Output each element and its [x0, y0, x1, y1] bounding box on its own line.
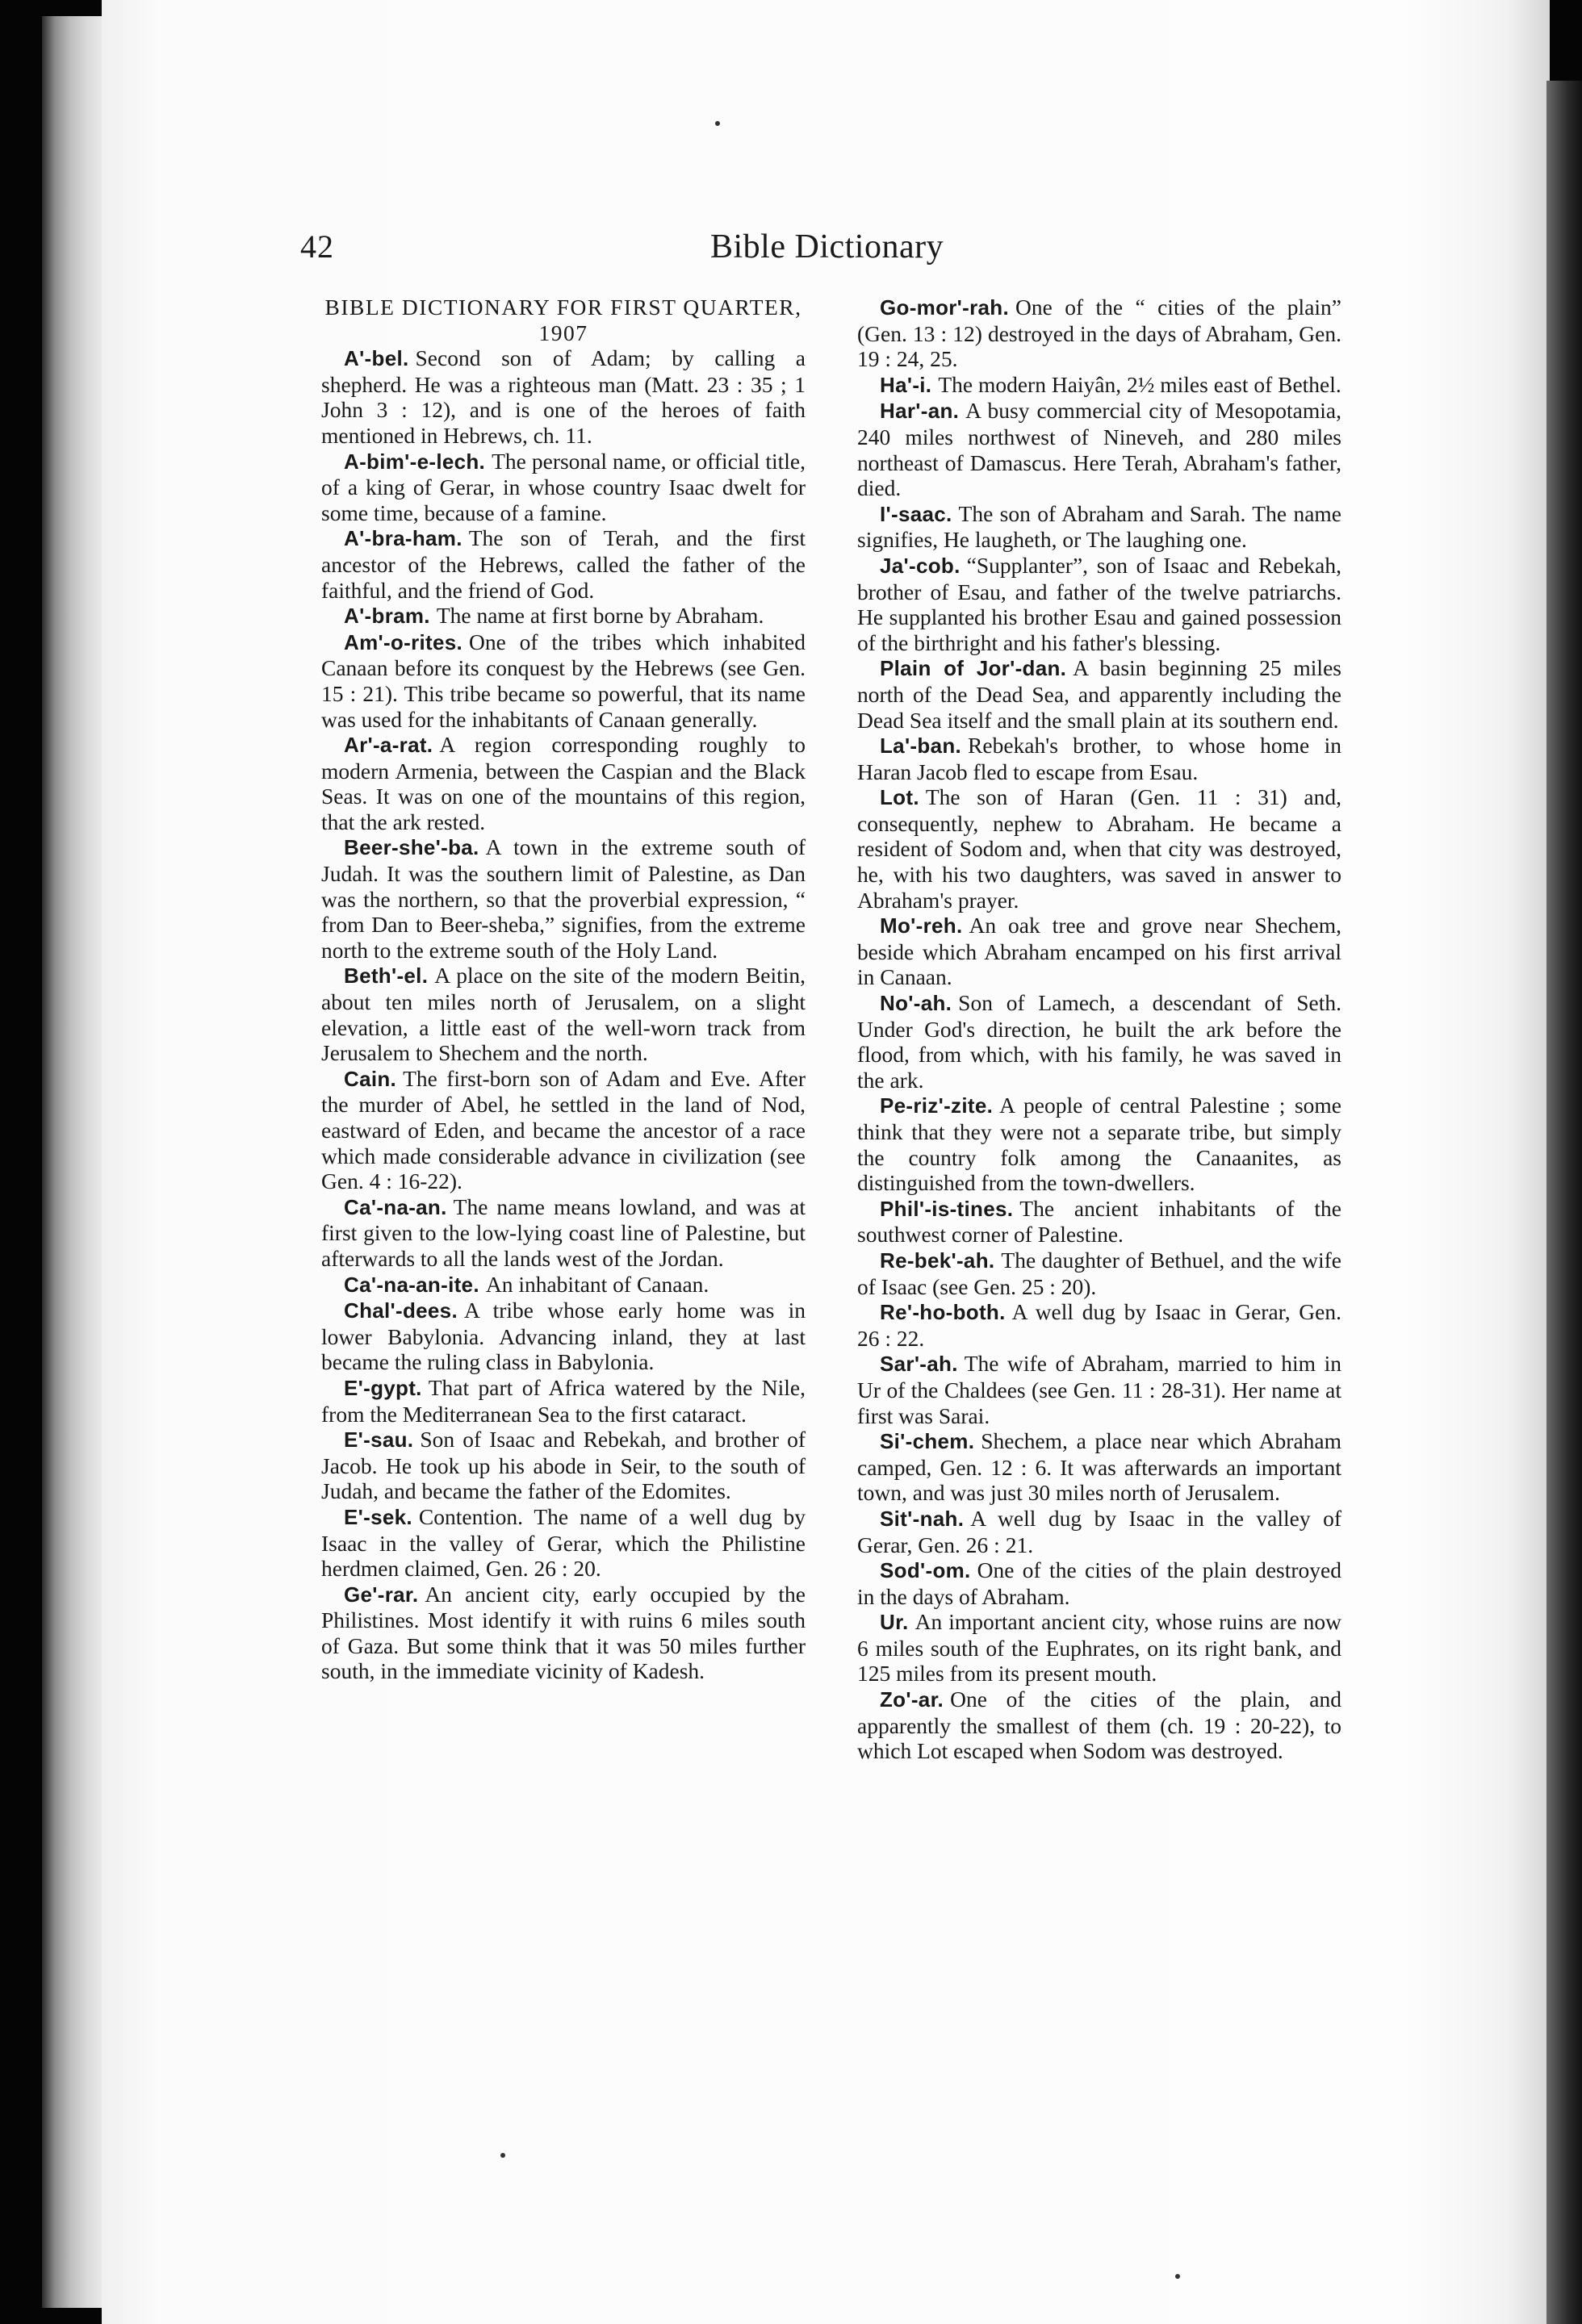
entry-headword: Cain.: [344, 1066, 397, 1091]
entry-definition: A basin beginning 25 miles north of the Dead Sea, and apparently including the Dead Sea itself and the small plain at its southern end.: [857, 655, 1341, 733]
entry-definition: “Supplanter”, son of Isaac and Rebekah, brother of Esau, and father of the twelve patriarchs. He supplanted his brother Esau and gained possession of the birthright and his father's blessing.: [857, 552, 1341, 655]
entry-headword: A-bim'-e-lech.: [344, 449, 486, 474]
entry-headword: Chal'-dees.: [344, 1298, 458, 1323]
dictionary-entry: [857, 990, 1341, 1093]
entry-headword: Ar'-a-rat.: [344, 733, 433, 758]
entry-headword: I'-saac.: [880, 501, 952, 526]
dictionary-entry: [321, 732, 806, 834]
dictionary-entry: [857, 913, 1341, 990]
entry-headword: A'-bel.: [344, 346, 409, 371]
entry-headword: Re'-ho-both.: [880, 1300, 1006, 1325]
entry-definition: The ancient inhabitants of the southwest corner of Palestine.: [857, 1195, 1341, 1248]
dictionary-entry: [857, 1196, 1341, 1248]
entry-headword: A'-bram.: [344, 604, 430, 629]
entry-definition: The personal name, or official title, of a king of Gerar, in whose country Isaac dwelt for some time, because of a famine.: [321, 448, 806, 525]
dictionary-entry: [321, 1066, 806, 1194]
entry-definition: The modern Haiyân, 2½ miles east of Bethel.: [938, 371, 1341, 397]
dictionary-entry: [321, 1272, 806, 1298]
entry-definition: Shechem, a place near which Abraham camped, Gen. 12 : 6. It was afterwards an important town, and was just 30 miles north of Jerusalem.: [857, 1428, 1341, 1506]
dictionary-entry: [857, 1506, 1341, 1557]
dictionary-entry: [321, 345, 806, 448]
dictionary-entry: [857, 372, 1341, 399]
entry-headword: Si'-chem.: [880, 1429, 975, 1454]
dictionary-entry: [857, 1248, 1341, 1299]
entry-definition: An ancient city, early occupied by the Philistines. Most identify it with ruins 6 miles south of Gaza. But some think that it was 50 miles further south, in the immediate vicinity of Kadesh.: [321, 1581, 806, 1684]
dictionary-entry: [321, 603, 806, 629]
dictionary-entry: [857, 1093, 1341, 1195]
dictionary-entry: [857, 501, 1341, 553]
dictionary-entry: [857, 655, 1341, 733]
entry-headword: No'-ah.: [880, 991, 952, 1016]
entry-definition: The wife of Abraham, married to him in Ur of the Chaldees (see Gen. 11 : 28-31). Her name at first was Sarai.: [857, 1351, 1341, 1428]
entry-headword: E'-sek.: [344, 1504, 412, 1529]
entry-headword: E'-gypt.: [344, 1375, 422, 1400]
dictionary-entry: [321, 963, 806, 1065]
entry-headword: Phil'-is-tines.: [880, 1196, 1014, 1221]
right-entry-list: [857, 295, 1341, 1764]
entry-headword: Ca'-na-an.: [344, 1194, 447, 1219]
entry-headword: Lot.: [880, 785, 919, 810]
entry-headword: Ur.: [880, 1610, 909, 1635]
page-stack-edge-left: [42, 16, 105, 2308]
entry-headword: La'-ban.: [880, 734, 962, 759]
entry-definition: Second son of Adam; by calling a shepherd. He was a righteous man (Matt. 23 : 35 ; 1 John 3 : 12), and is one of the heroes of faith mentioned in Hebrews, ch. 11.: [321, 345, 806, 448]
right-column: [857, 295, 1341, 1764]
dictionary-entry: [321, 1504, 806, 1582]
dictionary-entry: [321, 1427, 806, 1504]
dictionary-entry: [857, 1428, 1341, 1506]
entry-headword: Sit'-nah.: [880, 1506, 965, 1531]
speck-mark: [1175, 2274, 1180, 2279]
dictionary-entry: [321, 525, 806, 603]
dictionary-entry: [321, 449, 806, 526]
entry-headword: Ha'-i.: [880, 372, 932, 397]
entry-definition: An oak tree and grove near Shechem, beside which Abraham encamped on his first arrival in Canaan.: [857, 913, 1341, 990]
entry-definition: A well dug by Isaac in Gerar, Gen. 26 : 22.: [857, 1299, 1341, 1351]
entry-definition: The son of Terah, and the first ancestor of the Hebrews, called the father of the faithful, and the friend of God.: [321, 525, 806, 603]
dictionary-entry: [321, 629, 806, 732]
dictionary-entry: [321, 1582, 806, 1684]
section-title: BIBLE DICTIONARY FOR FIRST QUARTER, 1907: [324, 295, 802, 345]
entry-definition: The first-born son of Adam and Eve. After the murder of Abel, he settled in the land of Nod, eastward of Eden, and became the ancestor of a race which made considerable advance in civilization (see Gen. 4 : 16-22).: [321, 1065, 806, 1194]
entry-definition: One of the cities of the plain, and apparently the smallest of them (ch. 19 : 20-22), to which Lot escaped when Sodom was destroyed.: [857, 1687, 1341, 1764]
running-title: Bible Dictionary: [710, 228, 944, 265]
entry-headword: Ge'-rar.: [344, 1582, 419, 1607]
entry-headword: Sar'-ah.: [880, 1352, 958, 1377]
entry-definition: The name at first borne by Abraham.: [436, 603, 764, 629]
entry-definition: A well dug by Isaac in the valley of Gerar, Gen. 26 : 21.: [857, 1505, 1341, 1557]
dictionary-entry: [321, 1375, 806, 1427]
entry-definition: One of the tribes which inhabited Canaan before its conquest by the Hebrews (see Gen. 15 : 21). This tribe became so powerful, that its name was used for the inhabitants of Canaan generally.: [321, 629, 806, 732]
entry-definition: An inhabitant of Canaan.: [485, 1271, 709, 1297]
entry-headword: A'-bra-ham.: [344, 526, 462, 551]
dictionary-entry: [857, 733, 1341, 784]
entry-headword: E'-sau.: [344, 1427, 414, 1452]
entry-headword: Zo'-ar.: [880, 1687, 944, 1712]
dictionary-entry: [857, 1609, 1341, 1687]
entry-headword: Am'-o-rites.: [344, 629, 463, 654]
entry-definition: The daughter of Bethuel, and the wife of Isaac (see Gen. 25 : 20).: [857, 1247, 1341, 1299]
entry-definition: A region corresponding roughly to modern Armenia, between the Caspian and the Black Seas. It was on one of the mountains of this region, that the ark rested.: [321, 732, 806, 834]
dictionary-entry: [857, 398, 1341, 500]
dictionary-entry: [321, 1194, 806, 1272]
entry-definition: Rebekah's brother, to whose home in Haran Jacob fled to escape from Esau.: [857, 733, 1341, 784]
entry-headword: Beer-she'-ba.: [344, 835, 479, 860]
page-header: [0, 228, 1582, 276]
entry-definition: One of the “ cities of the plain” (Gen. 13 : 12) destroyed in the days of Abraham, Gen. 19 : 24, 25.: [857, 295, 1341, 372]
left-entry-list: [321, 345, 806, 1684]
entry-definition: A people of central Palestine ; some think that they were not a separate tribe, but simply the country folk among the Canaanites, as distinguished from the town-dwellers.: [857, 1093, 1341, 1196]
entry-definition: A town in the extreme south of Judah. It was the southern limit of Palestine, as Dan was the northern, so that the proverbial expression, “ from Dan to Beer-sheba,” signifies, from the extreme north to the extreme south of the Holy Land.: [321, 834, 806, 963]
dictionary-entry: [321, 1298, 806, 1375]
entry-headword: Pe-riz'-zite.: [880, 1093, 994, 1118]
entry-definition: Contention. The name of a well dug by Isaac in the valley of Gerar, which the Philistine herdmen claimed, Gen. 26 : 20.: [321, 1503, 806, 1582]
entry-definition: That part of Africa watered by the Nile, from the Mediterranean Sea to the first cataract.: [321, 1374, 806, 1427]
dictionary-entry: [857, 553, 1341, 655]
entry-definition: Son of Isaac and Rebekah, and brother of Jacob. He took up his abode in Seir, to the south of Judah, and became the father of the Edomites.: [321, 1427, 806, 1504]
dictionary-entry: [321, 834, 806, 963]
entry-definition: One of the cities of the plain destroyed in the days of Abraham.: [857, 1557, 1341, 1609]
entry-definition: An important ancient city, whose ruins are now 6 miles south of the Euphrates, on its right bank, and 125 miles from its present mouth.: [857, 1609, 1341, 1687]
page-number: 42: [300, 228, 334, 265]
entry-headword: Plain of Jor'-dan.: [880, 656, 1067, 681]
entry-headword: Ja'-cob.: [880, 553, 960, 578]
entry-headword: Mo'-reh.: [880, 913, 963, 938]
dictionary-entry: [857, 784, 1341, 913]
dictionary-entry: [857, 1351, 1341, 1428]
dictionary-entry: [857, 1557, 1341, 1609]
entry-definition: The son of Haran (Gen. 11 : 31) and, consequently, nephew to Abraham. He became a resident of Sodom and, when that city was destroyed, he, with his two daughters, was saved in answer to Abraham's prayer.: [857, 784, 1341, 913]
entry-definition: The name means lowland, and was at first given to the low-lying coast line of Palestine, but afterwards to all the lands west of the Jordan.: [321, 1193, 806, 1271]
entry-definition: A tribe whose early home was in lower Babylonia. Advancing inland, they at last became the ruling class in Babylonia.: [321, 1298, 806, 1375]
entry-definition: A place on the site of the modern Beitin, about ten miles north of Jerusalem, on a slight elevation, a little east of the well-worn track from Jerusalem to Shechem and the north.: [321, 963, 806, 1066]
dictionary-entry: [857, 1687, 1341, 1764]
entry-definition: A busy commercial city of Mesopotamia, 240 miles northwest of Nineveh, and 280 miles northeast of Damascus. Here Terah, Abraham's father, died.: [857, 398, 1341, 501]
dictionary-entry: [857, 295, 1341, 372]
entry-headword: Ca'-na-an-ite.: [344, 1272, 479, 1297]
entry-headword: Beth'-el.: [344, 963, 429, 989]
entry-headword: Har'-an.: [880, 399, 960, 424]
entry-headword: Sod'-om.: [880, 1558, 971, 1583]
page-edge-right: [1546, 81, 1582, 2324]
entry-headword: Go-mor'-rah.: [880, 295, 1010, 320]
entry-headword: Re-bek'-ah.: [880, 1248, 995, 1273]
speck-mark: [500, 2153, 505, 2158]
dictionary-entry: [857, 1299, 1341, 1351]
speck-mark: [715, 121, 720, 126]
entry-definition: The son of Abraham and Sarah. The name signifies, He laugheth, or The laughing one.: [857, 500, 1341, 553]
entry-definition: Son of Lamech, a descendant of Seth. Under God's direction, he built the ark before the flood, from which, with his family, he was saved in the ark.: [857, 990, 1341, 1093]
left-column: [321, 295, 806, 1684]
